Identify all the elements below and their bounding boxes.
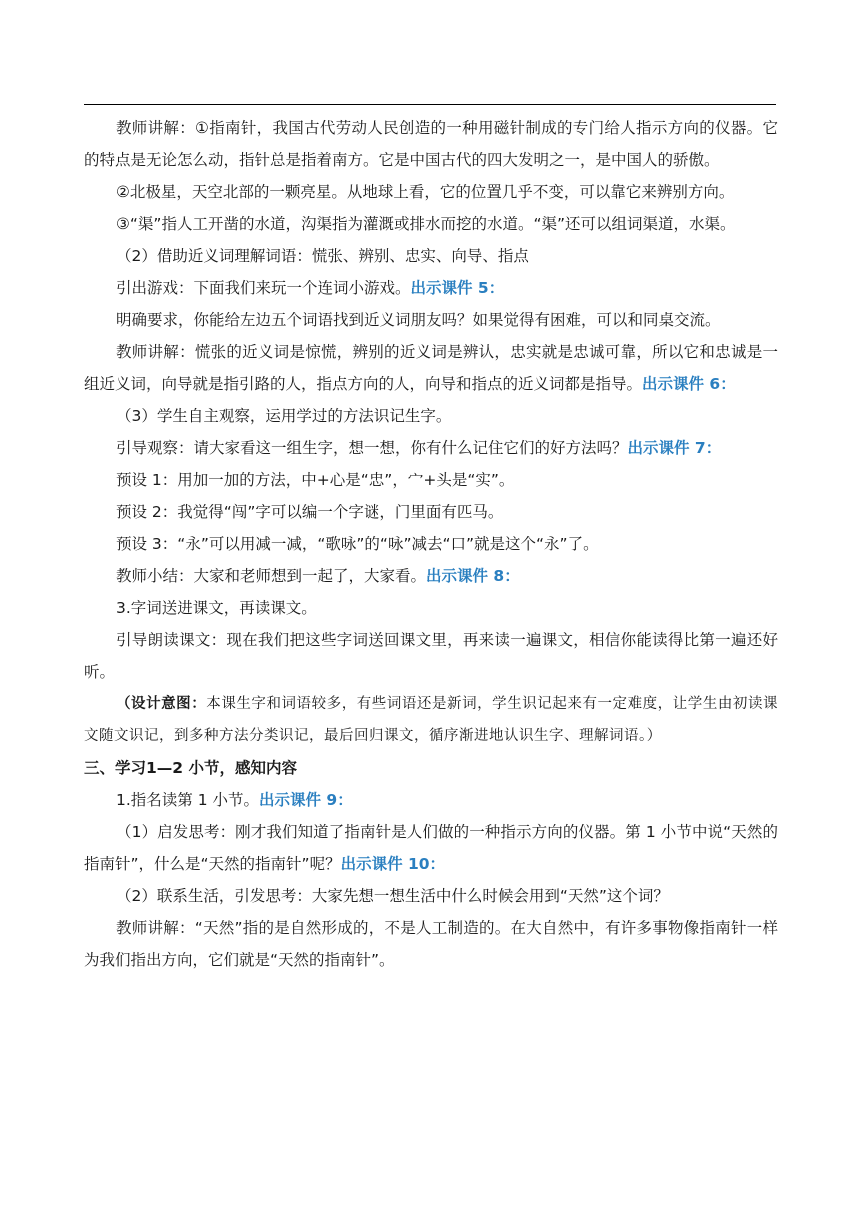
courseware-marker: 出示课件 6： [642, 375, 736, 393]
design-intent-label: （设计意图： [116, 695, 207, 712]
paragraph: （3）学生自主观察，运用学过的方法识记生字。 [116, 407, 452, 425]
paragraph: 预设 3：“永”可以用减一减，“歌咏”的“咏”减去“口”就是这个“永”了。 [116, 535, 599, 553]
paragraph [84, 336, 778, 400]
paragraph: ③“渠”指人工开凿的水道，沟渠指为灌溉或排水而挖的水道。“渠”还可以组词渠道，水渠。 [116, 215, 736, 233]
courseware-marker: 出示课件 9： [259, 791, 353, 809]
design-intent-note [84, 688, 778, 752]
paragraph [84, 816, 778, 880]
header-rule [84, 104, 776, 105]
section-heading: 三、学习1—2 小节，感知内容 [84, 759, 297, 777]
paragraph-text: 1.指名读第 1 小节。 [116, 791, 260, 809]
paragraph: 教师讲解：“天然”指的是自然形成的，不是人工制造的。在大自然中，有许多事物像指南针一样为我们指出方向，它们就是“天然的指南针”。 [84, 919, 778, 969]
courseware-marker: 出示课件 10： [340, 855, 446, 873]
paragraph: ②北极星，天空北部的一颗亮星。从地球上看，它的位置几乎不变，可以靠它来辨别方向。 [116, 183, 735, 201]
paragraph: 引导朗读课文：现在我们把这些字词送回课文里，再来读一遍课文，相信你能读得比第一遍还好听。 [84, 631, 778, 681]
paragraph [84, 272, 778, 304]
paragraph: 3.字词送进课文，再读课文。 [116, 599, 317, 617]
paragraph [84, 784, 778, 816]
paragraph-text: 教师小结：大家和老师想到一起了，大家看。 [116, 567, 427, 585]
courseware-marker: 出示课件 5： [410, 279, 505, 297]
paragraph: 预设 2：我觉得“闯”字可以编一个字谜，门里面有匹马。 [116, 503, 504, 521]
paragraph: （2）借助近义词理解词语：慌张、辨别、忠实、向导、指点 [116, 247, 529, 265]
paragraph-text: 教师讲解：慌张的近义词是惊慌，辨别的近义词是辨认，忠实就是忠诚可靠，所以它和忠诚是一组近义词，向导就是指引路的人，指点方向的人，向导和指点的近义词都是指导。 [84, 343, 778, 393]
paragraph: 预设 1：用加一加的方法，中+心是“忠”，宀+头是“实”。 [116, 471, 515, 489]
paragraph-text: 引出游戏：下面我们来玩一个连词小游戏。 [116, 279, 411, 297]
paragraph-text: （1）启发思考：刚才我们知道了指南针是人们做的一种指示方向的仪器。第 1 小节中说“天然的指南针”，什么是“天然的指南针”呢？ [84, 823, 778, 873]
courseware-marker: 出示课件 7： [627, 439, 722, 457]
paragraph: 教师讲解：①指南针，我国古代劳动人民创造的一种用磁针制成的专门给人指示方向的仪器。它的特点是无论怎么动，指针总是指着南方。它是中国古代的四大发明之一，是中国人的骄傲。 [84, 119, 778, 169]
paragraph [84, 432, 778, 464]
design-intent-text: 本课生字和词语较多，有些词语还是新词，学生识记起来有一定难度，让学生由初读课文随文识记，到多种方法分类识记，最后回归课文，循序渐进地认识生字、理解词语。） [84, 696, 778, 744]
paragraph: 明确要求，你能给左边五个词语找到近义词朋友吗？如果觉得有困难，可以和同桌交流。 [116, 311, 721, 329]
paragraph-text: 引导观察：请大家看这一组生字，想一想，你有什么记住它们的好方法吗？ [116, 439, 628, 457]
paragraph: （2）联系生活，引发思考：大家先想一想生活中什么时候会用到“天然”这个词？ [116, 887, 669, 905]
document-body [84, 112, 778, 976]
courseware-marker: 出示课件 8： [426, 567, 520, 585]
paragraph [84, 560, 778, 592]
